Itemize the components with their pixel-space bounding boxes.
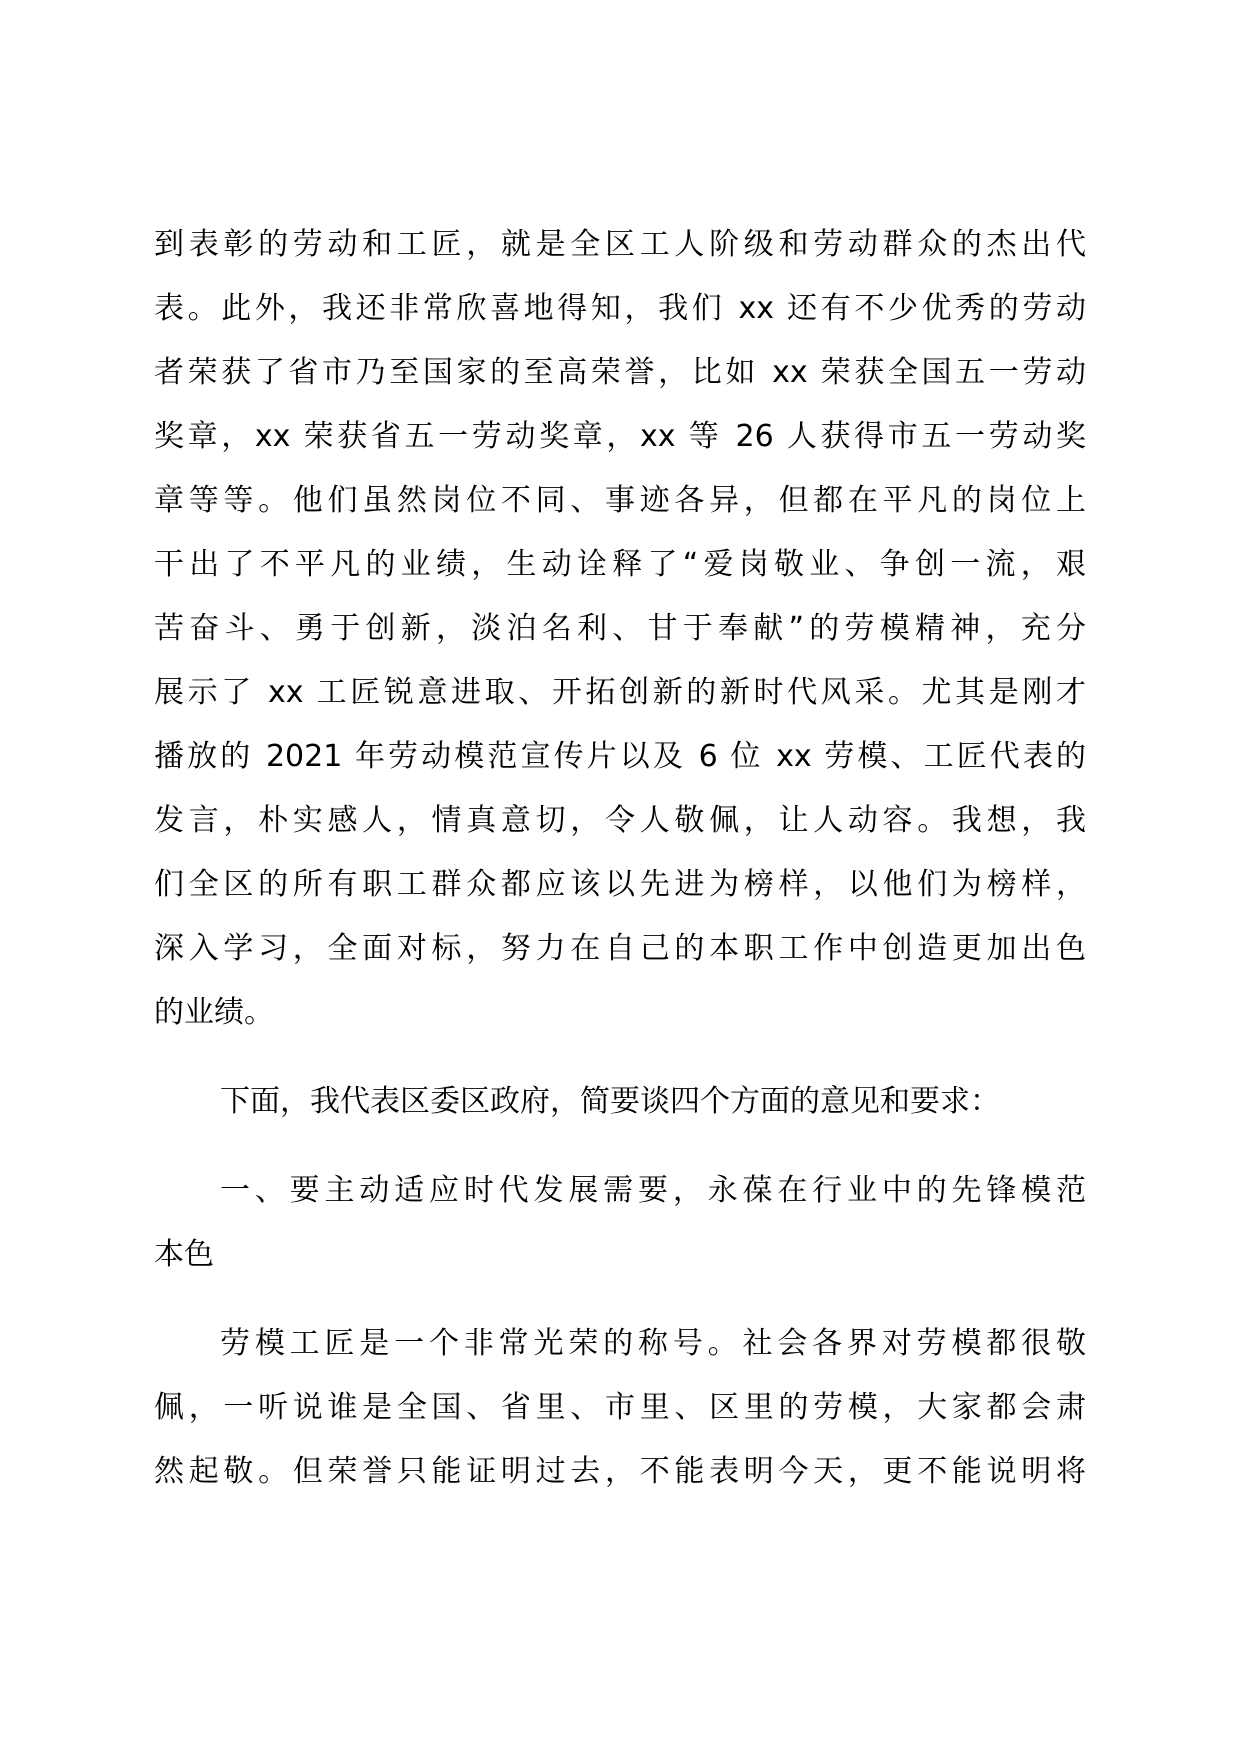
text-line: 佩，一听说谁是全国、省里、市里、区里的劳模，大家都会肃 xyxy=(154,1390,1086,1425)
text-line: 展示了 xx 工匠锐意进取、开拓创新的新时代风采。尤其是刚才 xyxy=(154,675,1086,710)
text-line: 苦奋斗、勇于创新，淡泊名利、甘于奉献”的劳模精神，充分 xyxy=(154,611,1086,646)
text-line: 的业绩。 xyxy=(154,995,274,1030)
text-line: 下面，我代表区委区政府，简要谈四个方面的意见和要求： xyxy=(220,1084,1000,1119)
text-line: 发言，朴实感人，情真意切，令人敬佩，让人动容。我想，我 xyxy=(154,803,1086,838)
heading-line: 本色 xyxy=(154,1237,214,1272)
text-line: 们全区的所有职工群众都应该以先进为榜样，以他们为榜样， xyxy=(154,867,1086,902)
text-line: 表。此外，我还非常欣喜地得知，我们 xx 还有不少优秀的劳动 xyxy=(154,291,1086,326)
text-line: 者荣获了省市乃至国家的至高荣誉，比如 xx 荣获全国五一劳动 xyxy=(154,355,1086,390)
heading-line: 一、要主动适应时代发展需要，永葆在行业中的先锋模范 xyxy=(220,1173,1086,1208)
text-line: 干出了不平凡的业绩，生动诠释了“爱岗敬业、争创一流，艰 xyxy=(154,547,1086,582)
text-line: 播放的 2021 年劳动模范宣传片以及 6 位 xx 劳模、工匠代表的 xyxy=(154,739,1086,774)
text-line: 劳模工匠是一个非常光荣的称号。社会各界对劳模都很敬 xyxy=(220,1326,1086,1361)
text-line: 深入学习，全面对标，努力在自己的本职工作中创造更加出色 xyxy=(154,931,1086,966)
text-line: 到表彰的劳动和工匠，就是全区工人阶级和劳动群众的杰出代 xyxy=(154,227,1086,262)
text-line: 奖章，xx 荣获省五一劳动奖章，xx 等 26 人获得市五一劳动奖 xyxy=(154,419,1086,454)
text-line: 章等等。他们虽然岗位不同、事迹各异，但都在平凡的岗位上 xyxy=(154,483,1086,518)
text-line: 然起敬。但荣誉只能证明过去，不能表明今天，更不能说明将 xyxy=(154,1454,1086,1489)
